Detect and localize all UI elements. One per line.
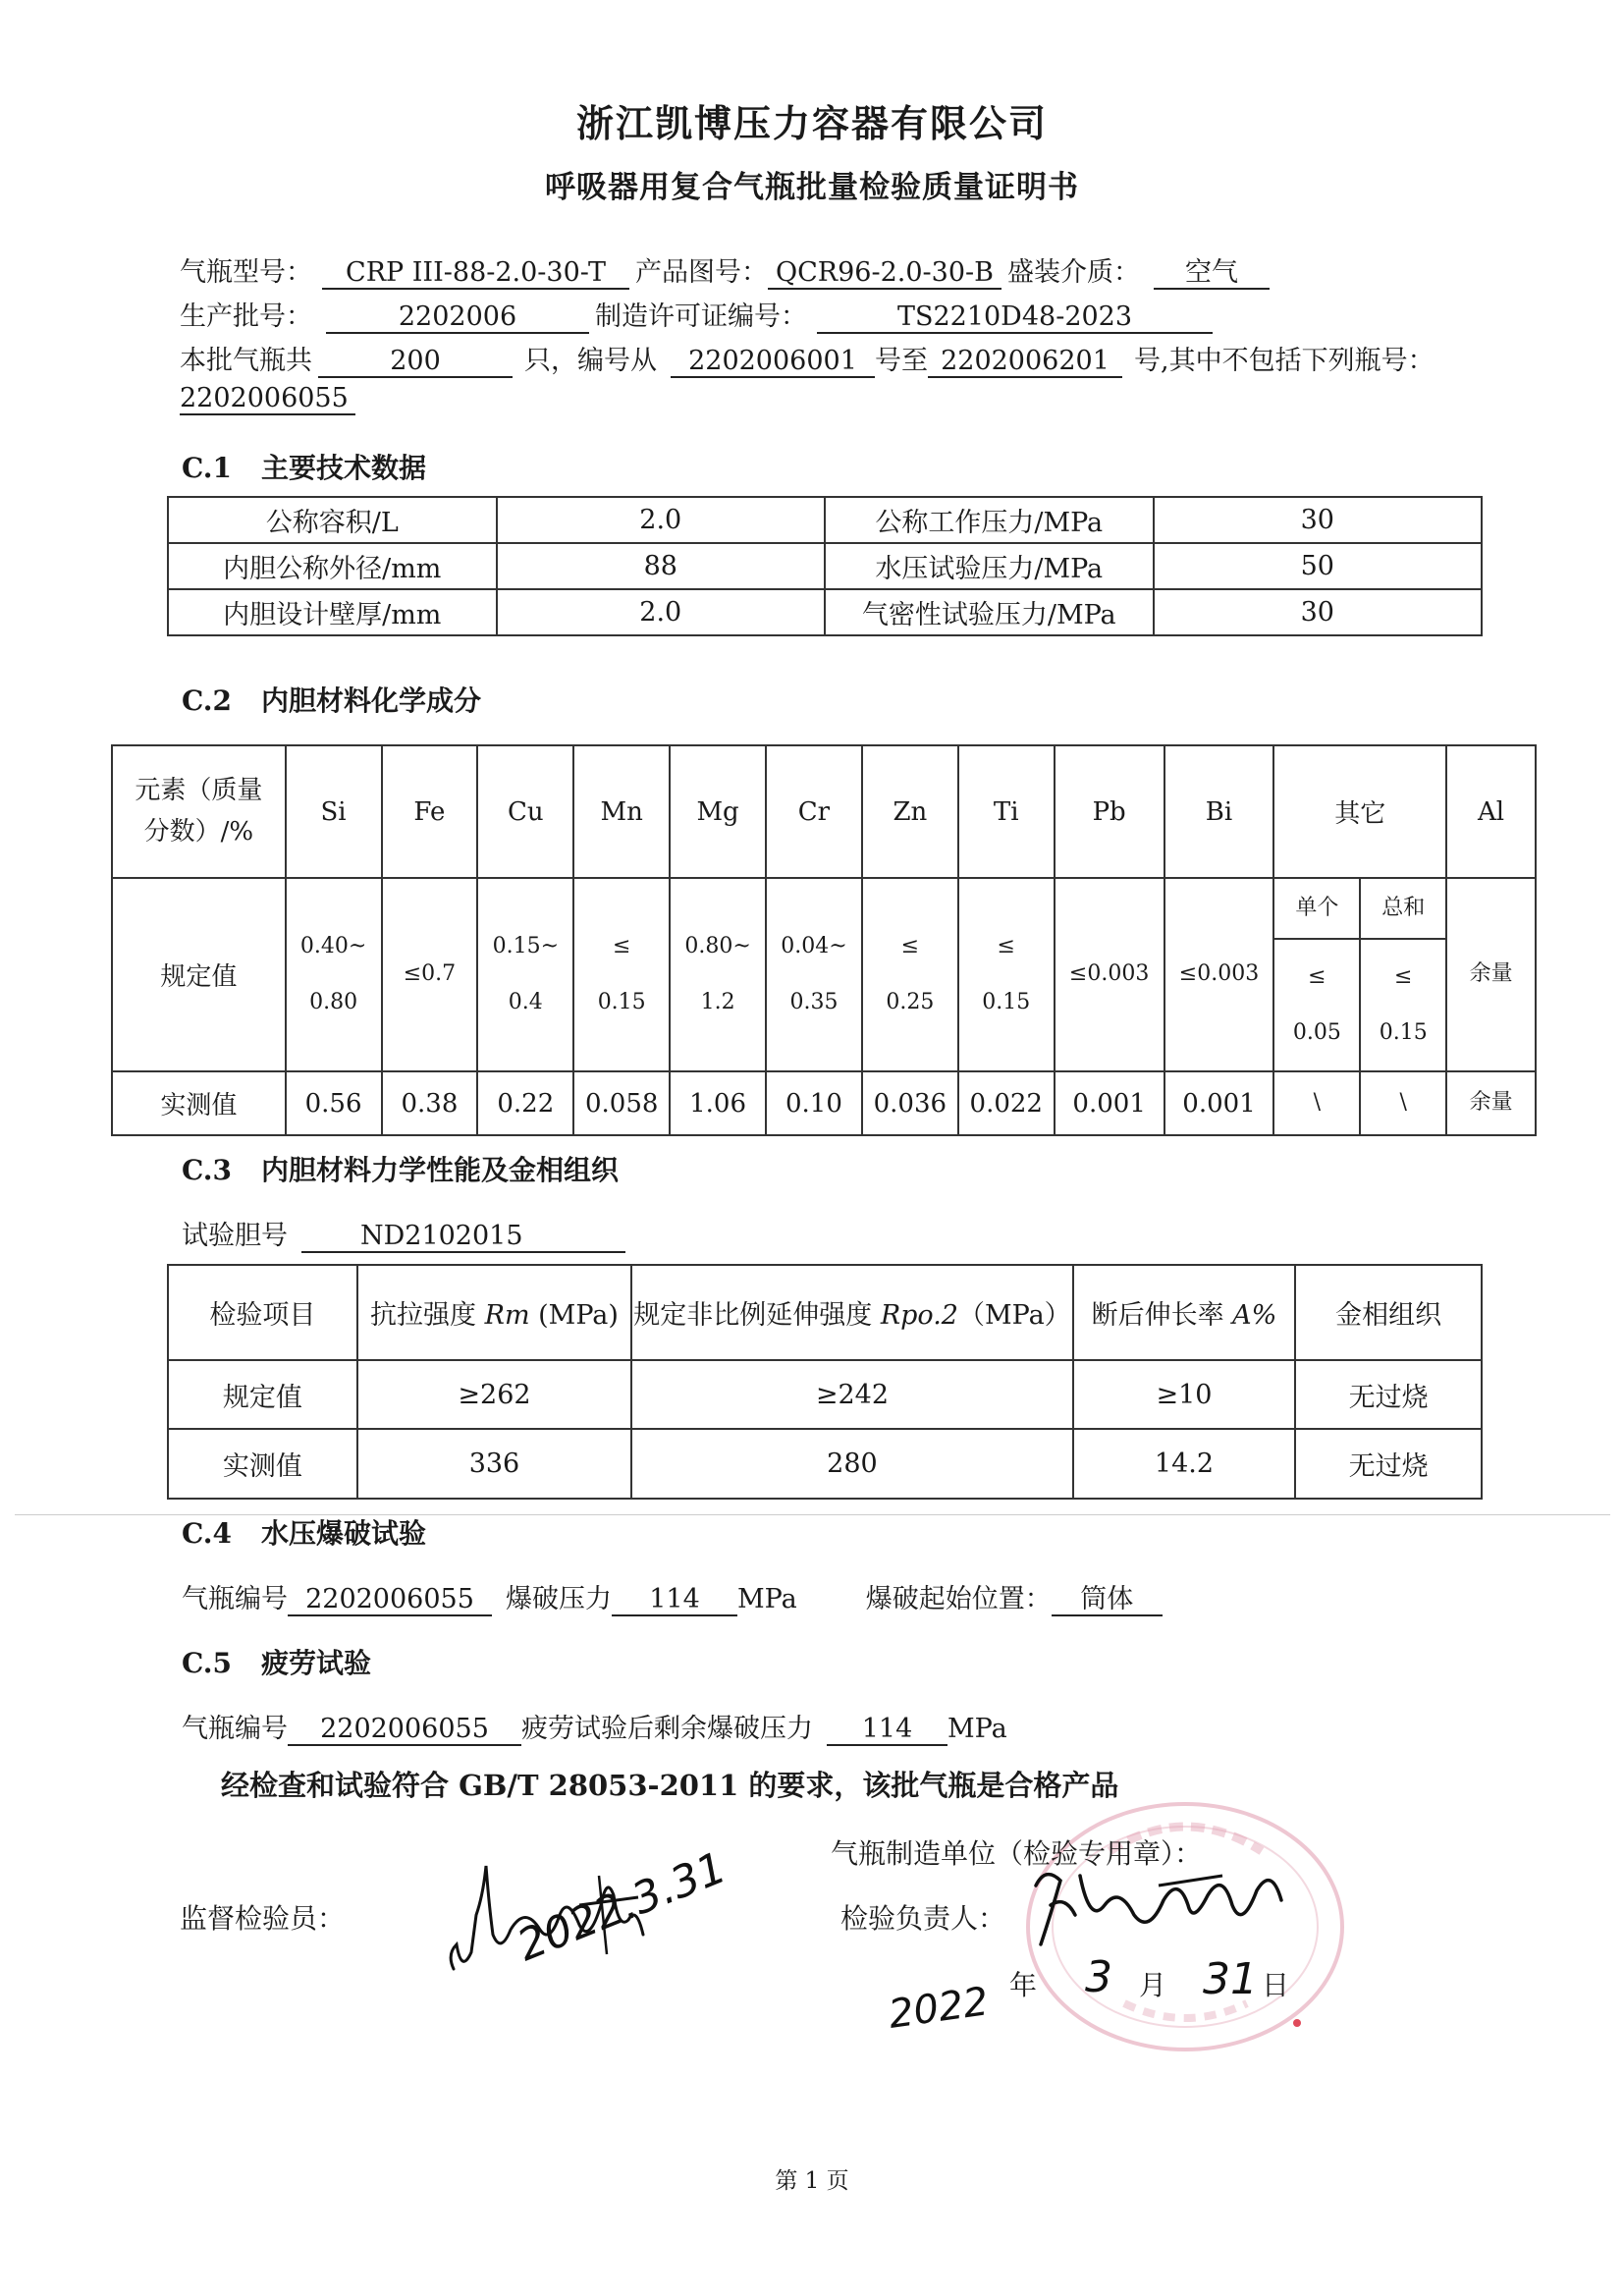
count-value: 200 <box>318 347 513 378</box>
col-tensile: 抗拉强度 Rm (MPa) <box>357 1265 632 1360</box>
measured-cell: 0.56 <box>286 1071 382 1135</box>
info-line-2 <box>180 295 1213 334</box>
residual-label: 疲劳试验后剩余爆破压力 <box>521 1714 813 1744</box>
single-label: 单个 <box>1273 878 1360 939</box>
table-row <box>168 589 1482 635</box>
al-measured: 余量 <box>1446 1071 1536 1135</box>
c2-head-label <box>112 745 286 878</box>
spec-label: 规定值 <box>112 878 286 1071</box>
c4-line <box>182 1577 1163 1616</box>
measured-cell: 1.06 <box>670 1071 766 1135</box>
section-c4-heading <box>182 1512 426 1552</box>
handwritten-year: 2022 <box>886 1979 992 2038</box>
c4-cylinder-value: 2202006055 <box>288 1585 492 1616</box>
table-cell: 内胆公称外径/mm <box>168 543 497 589</box>
section-c5-number: C.5 <box>182 1647 233 1679</box>
year-label: 年 <box>1009 1969 1038 2001</box>
inspector-label: 检验负责人： <box>840 1902 1006 1935</box>
liner-line <box>182 1214 625 1253</box>
from-value: 2202006001 <box>671 347 875 378</box>
section-c4-number: C.4 <box>182 1517 233 1550</box>
element-header: Si <box>286 745 382 878</box>
residual-unit: MPa <box>947 1714 1007 1744</box>
table-cell: ≥242 <box>631 1360 1072 1429</box>
section-c1-number: C.1 <box>182 452 233 484</box>
section-c4-title: 水压爆破试验 <box>261 1517 427 1550</box>
maker-label: 气瓶制造单位（检验专用章）： <box>831 1837 1203 1870</box>
drawing-value: QCR96-2.0-30-B <box>768 258 1001 290</box>
spec-cell: 0.80~ 1.2 <box>670 878 766 1071</box>
c5-cylinder-label: 气瓶编号 <box>182 1714 288 1744</box>
page-number: 第 1 页 <box>775 2168 849 2194</box>
inspector-signature <box>1021 1846 1306 1964</box>
table-row <box>168 1265 1482 1360</box>
info-line-3 <box>180 339 1435 378</box>
other-header: 其它 <box>1273 745 1446 878</box>
section-c1-heading <box>182 447 426 486</box>
to-label: 号至 <box>875 346 928 376</box>
spec-cell: ≤ 0.15 <box>573 878 670 1071</box>
table-cell: 280 <box>631 1429 1072 1499</box>
table-cell: 公称工作压力/MPa <box>825 497 1154 543</box>
single-measured: \ <box>1273 1071 1360 1135</box>
c2-table <box>111 744 1537 1136</box>
day-label: 日 <box>1262 1969 1290 2001</box>
month-label: 月 <box>1139 1969 1167 2001</box>
info-line-4 <box>180 383 355 415</box>
model-label: 气瓶型号： <box>180 257 312 288</box>
batch-label: 生产批号： <box>180 301 312 332</box>
table-cell: 无过烧 <box>1295 1360 1482 1429</box>
handwritten-day: 31 <box>1203 1954 1258 2004</box>
burst-label: 爆破压力 <box>506 1584 612 1614</box>
element-header: Pb <box>1055 745 1164 878</box>
element-header: Fe <box>382 745 478 878</box>
c3-table <box>167 1264 1483 1500</box>
col-item: 检验项目 <box>168 1265 357 1360</box>
section-c3-title: 内胆材料力学性能及金相组织 <box>261 1154 620 1186</box>
model-value: CRP III-88-2.0-30-T <box>322 258 629 290</box>
c5-line <box>182 1707 1007 1746</box>
burst-unit: MPa <box>737 1584 797 1614</box>
spec-cell: ≤0.003 <box>1164 878 1274 1071</box>
element-header: Bi <box>1164 745 1274 878</box>
element-header: Cr <box>766 745 862 878</box>
element-header: Cu <box>477 745 573 878</box>
license-value: TS2210D48-2023 <box>817 302 1213 334</box>
document-title: 呼吸器用复合气瓶批量检验质量证明书 <box>545 170 1079 205</box>
residual-value: 114 <box>827 1715 947 1746</box>
element-header: Mg <box>670 745 766 878</box>
table-cell: 规定值 <box>168 1360 357 1429</box>
measured-cell: 0.10 <box>766 1071 862 1135</box>
table-row <box>168 1360 1482 1429</box>
section-c5-title: 疲劳试验 <box>261 1647 372 1679</box>
table-cell: 公称容积/L <box>168 497 497 543</box>
batch-value: 2202006 <box>326 302 589 334</box>
element-header: Zn <box>862 745 958 878</box>
total-label: 总和 <box>1360 878 1446 939</box>
table-cell: 水压试验压力/MPa <box>825 543 1154 589</box>
section-c2-title: 内胆材料化学成分 <box>261 684 482 717</box>
company-name: 浙江凯博压力容器有限公司 <box>575 101 1048 145</box>
table-row <box>112 878 1536 939</box>
burst-value: 114 <box>612 1585 737 1616</box>
section-c2-number: C.2 <box>182 684 233 717</box>
measured-label: 实测值 <box>112 1071 286 1135</box>
table-cell: ≥10 <box>1073 1360 1296 1429</box>
drawing-label: 产品图号： <box>635 257 768 288</box>
single-spec: ≤ 0.05 <box>1273 939 1360 1071</box>
spec-cell: ≤0.7 <box>382 878 478 1071</box>
table-cell: 实测值 <box>168 1429 357 1499</box>
col-yield: 规定非比例延伸强度 Rpo.2（MPa） <box>631 1265 1072 1360</box>
element-header: Mn <box>573 745 670 878</box>
c2-head-label-2: 分数）/% <box>143 816 254 847</box>
table-cell: 50 <box>1154 543 1482 589</box>
table-row <box>112 1071 1536 1135</box>
medium-value: 空气 <box>1154 258 1270 290</box>
conclusion: 经检查和试验符合 GB/T 28053-2011 的要求，该批气瓶是合格产品 <box>221 1769 1119 1802</box>
table-cell: 14.2 <box>1073 1429 1296 1499</box>
license-label: 制造许可证编号： <box>595 301 807 332</box>
supervisor-label: 监督检验员： <box>180 1902 346 1935</box>
total-measured: \ <box>1360 1071 1446 1135</box>
total-spec: ≤ 0.15 <box>1360 939 1446 1071</box>
table-cell: 30 <box>1154 497 1482 543</box>
origin-label: 爆破起始位置： <box>865 1584 1052 1614</box>
table-row <box>112 745 1536 878</box>
c1-table <box>167 496 1483 636</box>
measured-cell: 0.22 <box>477 1071 573 1135</box>
spec-cell: 0.15~ 0.4 <box>477 878 573 1071</box>
table-row <box>168 543 1482 589</box>
exclude-label: 号,其中不包括下列瓶号： <box>1134 346 1435 376</box>
handwritten-month: 3 <box>1085 1952 1112 2002</box>
table-cell: ≥262 <box>357 1360 632 1429</box>
measured-cell: 0.036 <box>862 1071 958 1135</box>
section-c2-heading <box>182 680 481 719</box>
measured-cell: 0.001 <box>1055 1071 1164 1135</box>
col-elongation: 断后伸长率 A% <box>1073 1265 1296 1360</box>
spec-cell: 0.40~ 0.80 <box>286 878 382 1071</box>
medium-label: 盛装介质： <box>1007 257 1140 288</box>
spec-cell: ≤0.003 <box>1055 878 1164 1071</box>
col-metallography: 金相组织 <box>1295 1265 1482 1360</box>
to-value: 2202006201 <box>928 347 1122 378</box>
table-cell: 内胆设计壁厚/mm <box>168 589 497 635</box>
table-cell: 气密性试验压力/MPa <box>825 589 1154 635</box>
section-c1-title: 主要技术数据 <box>261 452 427 484</box>
measured-cell: 0.001 <box>1164 1071 1274 1135</box>
c5-cylinder-value: 2202006055 <box>288 1715 521 1746</box>
measured-cell: 0.38 <box>382 1071 478 1135</box>
origin-value: 筒体 <box>1052 1585 1163 1616</box>
liner-label: 试验胆号 <box>182 1221 288 1251</box>
table-row <box>168 497 1482 543</box>
supervisor-handwritten-date: 2022.3.31 <box>511 1842 733 1972</box>
count-label: 本批气瓶共 <box>180 346 312 376</box>
table-cell: 30 <box>1154 589 1482 635</box>
table-cell: 88 <box>497 543 825 589</box>
spec-cell: ≤ 0.15 <box>958 878 1055 1071</box>
section-c5-heading <box>182 1642 371 1681</box>
table-cell: 2.0 <box>497 589 825 635</box>
measured-cell: 0.022 <box>958 1071 1055 1135</box>
table-cell: 无过烧 <box>1295 1429 1482 1499</box>
section-c3-heading <box>182 1149 619 1188</box>
section-c3-number: C.3 <box>182 1154 233 1186</box>
spec-cell: ≤ 0.25 <box>862 878 958 1071</box>
table-cell: 2.0 <box>497 497 825 543</box>
c4-cylinder-label: 气瓶编号 <box>182 1584 288 1614</box>
al-header: Al <box>1446 745 1536 878</box>
exclude-value: 2202006055 <box>180 384 355 415</box>
c2-head-label-1: 元素（质量 <box>135 775 263 805</box>
info-line-1 <box>180 250 1270 290</box>
from-label: 只，编号从 <box>524 346 657 376</box>
table-row <box>168 1429 1482 1499</box>
element-header: Ti <box>958 745 1055 878</box>
al-spec: 余量 <box>1446 878 1536 1071</box>
spec-cell: 0.04~ 0.35 <box>766 878 862 1071</box>
liner-value: ND2102015 <box>301 1222 625 1253</box>
measured-cell: 0.058 <box>573 1071 670 1135</box>
table-cell: 336 <box>357 1429 632 1499</box>
